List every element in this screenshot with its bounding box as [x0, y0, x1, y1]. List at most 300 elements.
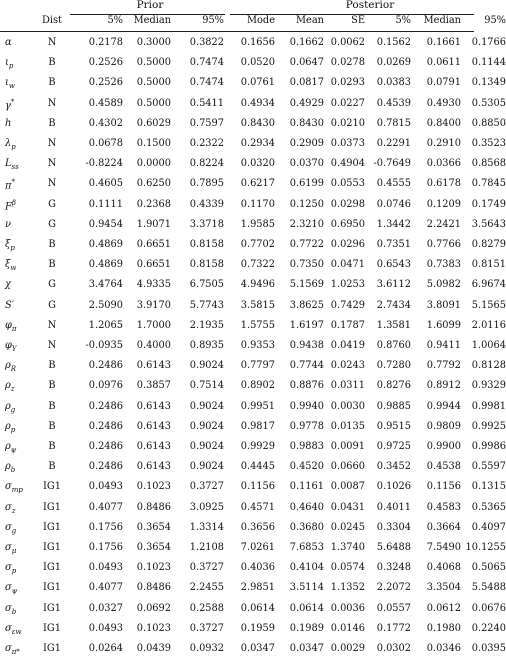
table-row — [0, 114, 506, 135]
cell-dist: B — [48, 57, 56, 69]
cell-post-5: -0.7649 — [373, 158, 411, 170]
table-row — [0, 316, 506, 337]
cell-post-95: 10.1255 — [465, 542, 506, 553]
cell-post-mode: 0.9353 — [240, 340, 275, 351]
table-row — [0, 215, 506, 236]
cell-post-mean: 0.2909 — [289, 138, 324, 149]
cell-post-median: 0.4068 — [426, 562, 461, 574]
cell-prior-95: 0.3727 — [189, 481, 224, 493]
cell-post-se: 0.0574 — [330, 562, 365, 574]
cell-post-median: 0.0611 — [426, 57, 461, 69]
cell-prior-median: 0.5000 — [136, 97, 171, 109]
cell-prior-5: 0.1756 — [88, 521, 123, 533]
cell-post-median: 0.9411 — [426, 340, 461, 351]
column-header-prior-95: 95% — [202, 15, 224, 26]
cell-post-mean: 7.6853 — [289, 542, 324, 553]
cell-post-se: 0.0135 — [330, 420, 365, 432]
table-row — [0, 73, 506, 94]
cell-prior-median: 0.0692 — [136, 602, 171, 614]
cell-prior-median: 0.4000 — [136, 340, 171, 351]
column-header-post-5: 5% — [395, 15, 411, 26]
cell-prior-95: 0.9024 — [189, 420, 224, 432]
parameter-symbol: S′ — [5, 299, 14, 311]
cell-post-95: 0.0395 — [471, 643, 506, 654]
cell-prior-95: 0.5411 — [189, 97, 224, 109]
cell-post-median: 1.6099 — [426, 319, 461, 331]
cell-post-95: 0.3523 — [471, 138, 506, 149]
cell-prior-median: 0.8486 — [136, 501, 171, 513]
cell-post-95: 0.1349 — [471, 77, 506, 89]
cell-prior-5: 0.2486 — [88, 360, 123, 372]
cell-post-mean: 5.1569 — [289, 279, 324, 291]
cell-prior-5: 0.9454 — [88, 218, 123, 230]
cell-prior-95: 0.7514 — [189, 380, 224, 392]
cell-post-mean: 0.9778 — [289, 420, 324, 432]
cell-post-95: 0.9925 — [471, 420, 506, 432]
cell-prior-5: 0.4077 — [88, 582, 123, 594]
cell-post-mean: 0.1662 — [289, 37, 324, 48]
cell-prior-95: 3.3718 — [189, 218, 224, 230]
cell-post-mode: 0.1959 — [240, 622, 275, 634]
cell-post-mode: 4.9496 — [240, 279, 275, 291]
cell-post-mode: 0.6217 — [240, 178, 275, 190]
cell-dist: B — [48, 117, 56, 129]
table-row — [0, 174, 506, 195]
cell-post-mean: 0.8430 — [289, 117, 324, 129]
cell-post-median: 3.8091 — [426, 299, 461, 311]
cell-dist: G — [48, 198, 56, 210]
cell-prior-5: 2.5090 — [88, 299, 123, 311]
cell-post-mode: 7.0261 — [240, 542, 275, 553]
cell-post-mode: 0.2934 — [240, 138, 275, 149]
cell-prior-95: 0.9024 — [189, 441, 224, 452]
parameter-symbol: h — [5, 117, 12, 129]
cell-prior-5: 0.1756 — [88, 542, 123, 553]
parameter-symbol: $F^\beta$ — [5, 198, 16, 212]
cell-post-mean: 2.3210 — [289, 218, 324, 230]
table-row — [0, 619, 506, 640]
cell-prior-median: 0.6143 — [136, 441, 171, 452]
cell-dist: IG1 — [43, 481, 61, 493]
table-row — [0, 235, 506, 256]
cell-post-median: 0.8400 — [426, 117, 461, 129]
cell-post-se: 0.0062 — [330, 37, 365, 48]
cell-post-mean: 0.8876 — [289, 380, 324, 392]
table-row — [0, 376, 506, 397]
cell-post-mode: 0.7702 — [240, 239, 275, 250]
cell-post-se: 0.0471 — [330, 259, 365, 271]
cell-prior-median: 0.5000 — [136, 57, 171, 69]
cell-prior-5: -0.0935 — [85, 340, 123, 351]
cell-post-mean: 0.6199 — [289, 178, 324, 190]
cell-post-se: 0.0419 — [330, 340, 365, 351]
cell-post-5: 0.0383 — [376, 77, 411, 89]
cell-post-5: 0.9885 — [376, 400, 411, 412]
cell-post-95: 3.5643 — [471, 218, 506, 230]
table-row — [0, 154, 506, 175]
cell-prior-95: 0.9024 — [189, 461, 224, 473]
cell-prior-median: 0.3857 — [136, 380, 171, 392]
cell-post-median: 7.5490 — [426, 542, 461, 553]
cell-post-95: 0.1766 — [471, 37, 506, 48]
parameter-symbol: $L_{ss}$ — [5, 158, 19, 172]
parameter-symbol: $\sigma_\psi$ — [5, 582, 18, 596]
table-row — [0, 538, 506, 559]
cell-prior-5: 0.2526 — [88, 77, 123, 89]
cell-prior-5: -0.8224 — [85, 158, 123, 170]
cell-post-mode: 0.4036 — [240, 562, 275, 574]
cell-prior-5: 0.2486 — [88, 400, 123, 412]
table-row — [0, 336, 506, 357]
cell-prior-5: 0.0976 — [88, 380, 123, 392]
cell-post-95: 0.1315 — [471, 481, 506, 493]
cell-post-se: 0.1787 — [330, 319, 365, 331]
cell-dist: IG1 — [43, 521, 61, 533]
cell-prior-5: 0.4302 — [88, 117, 123, 129]
cell-post-mean: 3.5114 — [289, 582, 324, 594]
column-header-post-95: 95% — [484, 15, 506, 26]
cell-post-95: 0.8128 — [471, 360, 506, 372]
cell-dist: B — [48, 420, 56, 432]
table-row — [0, 397, 506, 418]
cell-post-median: 0.0612 — [426, 602, 461, 614]
table-row — [0, 255, 506, 276]
cell-prior-95: 0.2322 — [189, 138, 224, 149]
cell-prior-95: 2.2455 — [189, 582, 224, 594]
cell-post-95: 0.9986 — [471, 441, 506, 452]
cell-post-median: 2.2421 — [426, 218, 461, 230]
cell-post-median: 0.0346 — [426, 643, 461, 654]
prior-group-heading: Prior — [136, 0, 164, 11]
cell-post-5: 1.3442 — [376, 218, 411, 230]
cell-prior-median: 0.1023 — [136, 481, 171, 493]
header-rule — [0, 31, 474, 32]
parameter-symbol: $\varphi_Y$ — [5, 340, 17, 353]
cell-post-95: 5.5488 — [471, 582, 506, 594]
cell-post-se: 0.0036 — [330, 602, 365, 614]
cell-post-mode: 1.5755 — [240, 319, 275, 331]
cell-post-se: 0.0227 — [330, 97, 365, 109]
cell-post-median: 0.8912 — [426, 380, 461, 392]
cell-dist: B — [48, 77, 56, 89]
cell-post-mode: 0.0761 — [240, 77, 275, 89]
cell-dist: B — [48, 441, 56, 452]
cell-post-median: 0.1661 — [426, 37, 461, 48]
cell-dist: N — [47, 97, 57, 109]
cell-post-mode: 0.9929 — [240, 441, 275, 452]
cell-post-median: 0.1980 — [426, 622, 461, 634]
parameter-symbol: ν — [5, 218, 11, 230]
cell-prior-95: 2.1935 — [189, 319, 224, 331]
parameter-symbol: $\xi_w$ — [5, 259, 17, 273]
cell-post-95: 2.0116 — [471, 319, 506, 331]
cell-dist: N — [47, 178, 57, 190]
cell-dist: N — [47, 340, 57, 351]
column-header-prior-median: Median — [133, 15, 171, 26]
cell-dist: G — [48, 279, 56, 291]
cell-prior-median: 0.6651 — [136, 239, 171, 250]
cell-prior-5: 0.2486 — [88, 461, 123, 473]
cell-post-median: 0.9900 — [426, 441, 461, 452]
cell-prior-5: 0.4605 — [88, 178, 123, 190]
parameter-symbol: $\rho_b$ — [5, 461, 16, 475]
cell-dist: N — [47, 158, 57, 170]
cell-post-mean: 0.1250 — [289, 198, 324, 210]
table-row — [0, 437, 506, 458]
cell-prior-95: 0.8224 — [189, 158, 224, 170]
cell-post-mean: 0.7722 — [289, 239, 324, 250]
cell-post-median: 0.1209 — [426, 198, 461, 210]
cell-dist: G — [48, 218, 56, 230]
cell-dist: B — [48, 360, 56, 372]
cell-dist: N — [47, 319, 57, 331]
table-row — [0, 498, 506, 519]
cell-post-mean: 0.0370 — [289, 158, 324, 170]
cell-post-5: 0.0746 — [376, 198, 411, 210]
cell-post-mode: 0.0614 — [240, 602, 275, 614]
table-row — [0, 53, 506, 74]
cell-post-95: 0.7845 — [471, 178, 506, 190]
cell-post-se: 0.0311 — [330, 380, 365, 392]
cell-dist: IG1 — [43, 562, 61, 574]
cell-post-5: 0.1562 — [376, 37, 411, 48]
cell-prior-5: 0.1111 — [88, 198, 123, 210]
cell-prior-95: 6.7505 — [189, 279, 224, 291]
cell-post-se: 0.4904 — [330, 158, 365, 170]
table-row — [0, 134, 506, 155]
parameter-symbol: $\sigma_\mu$ — [5, 542, 17, 555]
parameter-symbol: γ* — [5, 97, 15, 111]
cell-post-mode: 0.9951 — [240, 400, 275, 412]
cell-post-se: 0.0245 — [330, 521, 365, 533]
cell-post-95: 0.0676 — [471, 602, 506, 614]
cell-dist: N — [47, 138, 57, 149]
parameter-symbol: $\rho_p$ — [5, 420, 16, 434]
cell-post-se: 0.6950 — [330, 218, 365, 230]
parameter-symbol: $\sigma_z$ — [5, 501, 16, 515]
cell-post-se: 0.0243 — [330, 360, 365, 372]
cell-prior-5: 1.2065 — [88, 319, 123, 331]
cell-post-median: 5.0982 — [426, 279, 461, 291]
cell-prior-95: 0.7474 — [189, 57, 224, 69]
cell-post-5: 0.9725 — [376, 441, 411, 452]
cell-post-se: 0.0029 — [330, 643, 365, 654]
parameter-symbol: $\sigma_{\pi*}$ — [5, 643, 20, 656]
cell-post-median: 0.9809 — [426, 420, 461, 432]
cell-prior-5: 0.2486 — [88, 420, 123, 432]
parameter-symbol: $\iota_p$ — [5, 57, 14, 71]
cell-prior-median: 0.1500 — [136, 138, 171, 149]
parameter-symbol: $\rho_R$ — [5, 360, 17, 374]
cell-prior-median: 0.2368 — [136, 198, 171, 210]
cell-post-mean: 0.0647 — [289, 57, 324, 69]
cell-dist: IG1 — [43, 643, 61, 654]
cell-post-5: 0.7815 — [376, 117, 411, 129]
column-header-post-mode: Mode — [247, 15, 275, 26]
table-row — [0, 518, 506, 539]
cell-post-se: 0.7429 — [330, 299, 365, 311]
cell-prior-95: 0.2588 — [189, 602, 224, 614]
cell-post-mean: 0.9940 — [289, 400, 324, 412]
cell-prior-median: 0.6143 — [136, 420, 171, 432]
cell-post-se: 0.0278 — [330, 57, 365, 69]
cell-post-mode: 0.4571 — [240, 501, 275, 513]
cell-post-median: 0.3664 — [426, 521, 461, 533]
cell-post-5: 0.8276 — [376, 380, 411, 392]
cell-post-95: 0.5365 — [471, 501, 506, 513]
posterior-group-heading: Posterior — [345, 0, 395, 11]
cell-post-mode: 0.9817 — [240, 420, 275, 432]
cell-post-5: 0.2291 — [376, 138, 411, 149]
cell-post-95: 0.8279 — [471, 239, 506, 250]
cell-prior-5: 0.0327 — [88, 602, 123, 614]
cell-post-mean: 3.8625 — [289, 299, 324, 311]
cell-post-mode: 0.0520 — [240, 57, 275, 69]
cell-prior-95: 0.7474 — [189, 77, 224, 89]
cell-prior-median: 0.0000 — [136, 158, 171, 170]
cell-post-5: 0.8760 — [376, 340, 411, 351]
cell-prior-5: 0.4077 — [88, 501, 123, 513]
cell-post-median: 0.1156 — [426, 481, 461, 493]
cell-post-median: 0.6178 — [426, 178, 461, 190]
parameter-symbol: $\iota_w$ — [5, 77, 15, 91]
cell-prior-median: 0.6651 — [136, 259, 171, 271]
cell-post-se: 0.0296 — [330, 239, 365, 250]
cell-post-5: 2.2072 — [376, 582, 411, 594]
cell-post-95: 0.2240 — [471, 622, 506, 634]
cell-prior-median: 0.6143 — [136, 400, 171, 412]
cell-post-5: 0.3452 — [376, 461, 411, 473]
cell-prior-95: 0.7895 — [189, 178, 224, 190]
cell-post-se: 1.1352 — [330, 582, 365, 594]
cell-dist: B — [48, 259, 56, 271]
table-row — [0, 558, 506, 579]
cell-dist: B — [48, 461, 56, 473]
cell-prior-5: 3.4764 — [88, 279, 123, 291]
cell-post-mean: 0.4104 — [289, 562, 324, 574]
cell-post-se: 0.0210 — [330, 117, 365, 129]
cell-post-median: 0.7766 — [426, 239, 461, 250]
cell-prior-5: 0.4869 — [88, 259, 123, 271]
cell-prior-median: 4.9335 — [136, 279, 171, 291]
cell-post-5: 3.6112 — [376, 279, 411, 291]
cell-post-mean: 0.4640 — [289, 501, 324, 513]
cell-post-mean: 0.9438 — [289, 340, 324, 351]
cell-post-95: 0.1144 — [471, 57, 506, 69]
cell-prior-median: 0.6250 — [136, 178, 171, 190]
cell-post-mode: 0.0320 — [240, 158, 275, 170]
cell-prior-median: 0.6029 — [136, 117, 171, 129]
cell-post-median: 0.7383 — [426, 259, 461, 271]
cell-post-mode: 0.4934 — [240, 97, 275, 109]
cell-post-95: 5.1565 — [471, 299, 506, 311]
cell-post-5: 0.3248 — [376, 562, 411, 574]
cell-post-95: 0.8151 — [471, 259, 506, 271]
cell-prior-median: 0.5000 — [136, 77, 171, 89]
cell-post-median: 0.4538 — [426, 461, 461, 473]
cell-dist: IG1 — [43, 542, 61, 553]
parameter-symbol: α — [5, 37, 12, 48]
cell-prior-5: 0.0678 — [88, 138, 123, 149]
cell-post-mode: 1.9585 — [240, 218, 275, 230]
cell-post-mode: 0.0347 — [240, 643, 275, 654]
cell-prior-median: 0.1023 — [136, 562, 171, 574]
cell-post-median: 0.0791 — [426, 77, 461, 89]
cell-post-se: 0.0146 — [330, 622, 365, 634]
cell-prior-95: 0.8935 — [189, 340, 224, 351]
cell-prior-95: 0.7597 — [189, 117, 224, 129]
cell-post-5: 0.0557 — [376, 602, 411, 614]
cell-post-mode: 0.8902 — [240, 380, 275, 392]
cell-post-5: 0.4539 — [376, 97, 411, 109]
cell-post-mean: 0.9883 — [289, 441, 324, 452]
cell-prior-median: 1.7000 — [136, 319, 171, 331]
cell-post-mode: 0.8430 — [240, 117, 275, 129]
cell-dist: IG1 — [43, 582, 61, 594]
cell-post-se: 1.3740 — [330, 542, 365, 553]
parameter-symbol: $\sigma_b$ — [5, 602, 17, 616]
cell-post-mode: 0.1656 — [240, 37, 275, 48]
cell-post-5: 0.4011 — [376, 501, 411, 513]
cell-post-mode: 3.5815 — [240, 299, 275, 311]
cell-prior-median: 0.6143 — [136, 461, 171, 473]
cell-dist: B — [48, 239, 56, 250]
column-header-prior-5: 5% — [107, 15, 123, 26]
cell-prior-5: 0.2178 — [88, 37, 123, 48]
cell-prior-median: 0.0439 — [136, 643, 171, 654]
cell-post-mode: 0.1156 — [240, 481, 275, 493]
cell-post-95: 0.1749 — [471, 198, 506, 210]
cell-prior-median: 0.3654 — [136, 542, 171, 553]
cell-post-median: 0.0366 — [426, 158, 461, 170]
cell-post-se: 0.0091 — [330, 441, 365, 452]
parameter-symbol: $\sigma_p$ — [5, 562, 17, 576]
cell-post-se: 0.0298 — [330, 198, 365, 210]
cell-post-5: 0.7280 — [376, 360, 411, 372]
cell-prior-median: 0.3000 — [136, 37, 171, 48]
cell-prior-5: 0.0493 — [88, 481, 123, 493]
cell-prior-median: 0.8486 — [136, 582, 171, 594]
cell-post-mode: 2.9851 — [240, 582, 275, 594]
cell-prior-5: 0.0264 — [88, 643, 123, 654]
cell-dist: B — [48, 400, 56, 412]
cell-prior-median: 0.6143 — [136, 360, 171, 372]
cell-post-95: 6.9674 — [471, 279, 506, 291]
cell-post-5: 5.6488 — [376, 542, 411, 553]
cell-post-95: 0.9329 — [471, 380, 506, 392]
cell-post-mean: 0.7350 — [289, 259, 324, 271]
cell-post-se: 0.0373 — [330, 138, 365, 149]
cell-post-se: 1.0253 — [330, 279, 365, 291]
cell-post-se: 0.0087 — [330, 481, 365, 493]
cell-post-5: 0.0269 — [376, 57, 411, 69]
cell-dist: N — [47, 37, 57, 48]
parameter-symbol: $\rho_g$ — [5, 400, 16, 414]
cell-post-mode: 0.3656 — [240, 521, 275, 533]
table-row — [0, 296, 506, 317]
table-row — [0, 477, 506, 498]
parameter-symbol: $\xi_p$ — [5, 239, 15, 252]
cell-prior-95: 0.0932 — [189, 643, 224, 654]
cell-prior-95: 0.9024 — [189, 400, 224, 412]
table-row — [0, 639, 506, 660]
cell-post-5: 0.6543 — [376, 259, 411, 271]
cell-dist: B — [48, 380, 56, 392]
table-row — [0, 578, 506, 599]
parameter-symbol: π* — [5, 178, 15, 192]
cell-post-95: 0.9981 — [471, 400, 506, 412]
cell-post-95: 0.5065 — [471, 562, 506, 574]
